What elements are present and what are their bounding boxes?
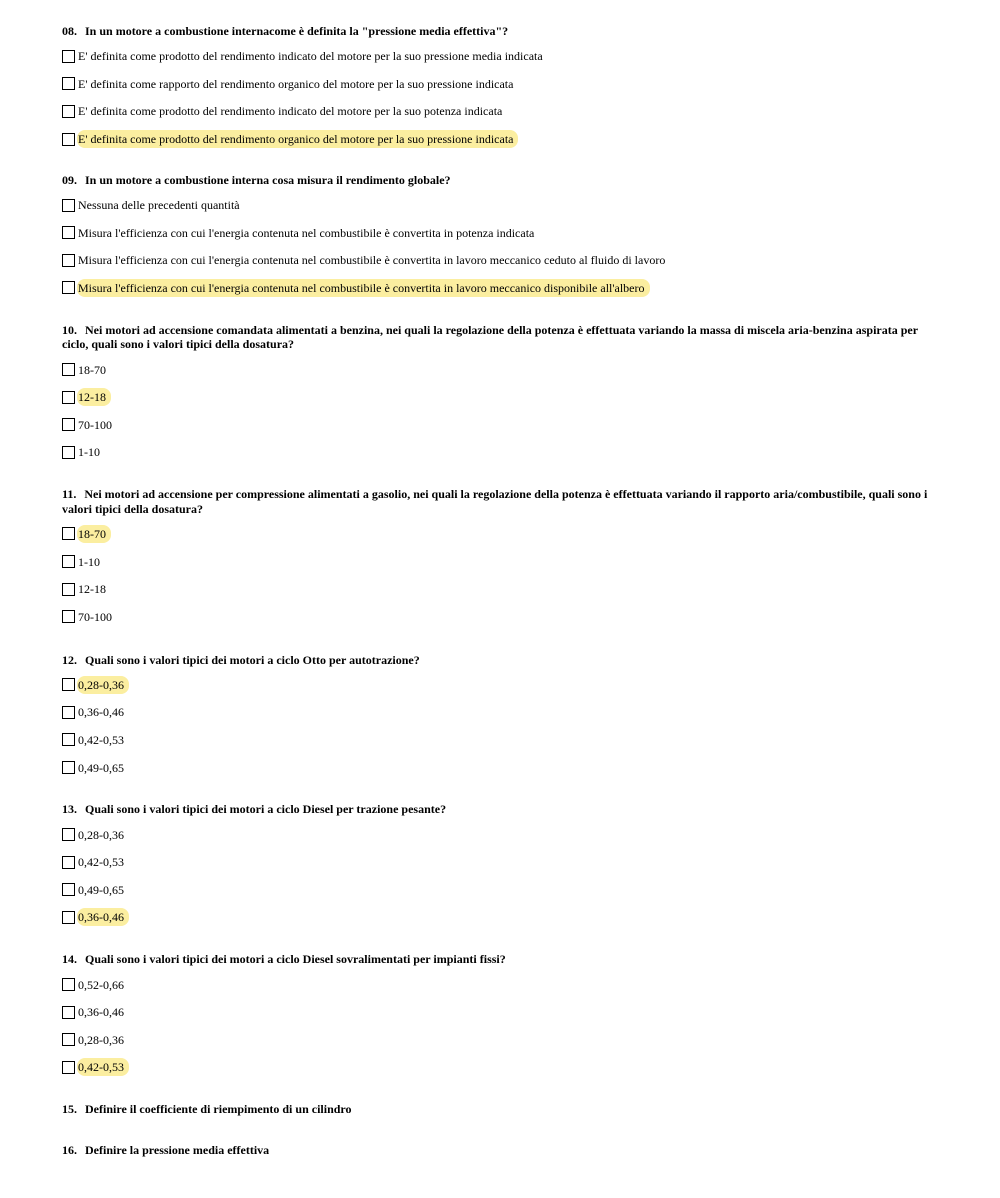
answer-checkbox[interactable] <box>62 1006 75 1019</box>
answer-option[interactable] <box>62 998 942 1026</box>
question-title <box>62 1102 942 1117</box>
answer-label: E' definita come prodotto del rendimento indicato del motore per la suo pressione media indicata <box>78 49 543 64</box>
question-number: 16. <box>62 1142 77 1157</box>
answer-label-highlighted: 12-18 <box>77 388 111 406</box>
question-text: Definire la pressione media effettiva <box>85 1142 270 1157</box>
answer-checkbox[interactable] <box>62 281 75 294</box>
answer-option[interactable] <box>62 383 942 411</box>
answer-checkbox[interactable] <box>62 610 75 623</box>
answer-checkbox[interactable] <box>62 1061 75 1074</box>
answer-label: 0,28-0,36 <box>78 827 124 842</box>
answer-checkbox[interactable] <box>62 856 75 869</box>
question-number: 08. <box>62 24 77 38</box>
question-number: 11. <box>62 487 77 502</box>
answer-label-highlighted: 0,42-0,53 <box>77 1058 129 1076</box>
answer-option[interactable] <box>62 43 942 71</box>
answer-checkbox[interactable] <box>62 761 75 774</box>
answer-label: 70-100 <box>78 609 112 624</box>
answer-checkbox[interactable] <box>62 254 75 267</box>
answer-label: 1-10 <box>78 445 100 460</box>
answer-checkbox[interactable] <box>62 50 75 63</box>
answer-checkbox[interactable] <box>62 446 75 459</box>
answer-label: 0,28-0,36 <box>78 1032 124 1047</box>
answer-label: 0,36-0,46 <box>78 1005 124 1020</box>
answer-label: 0,52-0,66 <box>78 977 124 992</box>
question-title <box>62 173 942 188</box>
answer-option[interactable] <box>62 603 942 631</box>
answer-option[interactable] <box>62 848 942 876</box>
question-12 <box>62 653 942 782</box>
answer-checkbox[interactable] <box>62 226 75 239</box>
question-8 <box>62 24 942 153</box>
answer-checkbox[interactable] <box>62 418 75 431</box>
question-15 <box>62 1102 942 1117</box>
question-10 <box>62 323 942 466</box>
question-title <box>62 952 942 967</box>
question-text: Nei motori ad accensione per compressione alimentati a gasolio, nei quali la regolazione della potenza è effettuata variando il rapporto aria/combustibile, quali sono i valori tipici della dosatura? <box>62 487 928 516</box>
question-13 <box>62 802 942 931</box>
answer-checkbox[interactable] <box>62 583 75 596</box>
question-number: 10. <box>62 322 77 337</box>
answer-option[interactable] <box>62 191 942 219</box>
answer-option[interactable] <box>62 1054 942 1082</box>
answer-option[interactable] <box>62 548 942 576</box>
question-text: Quali sono i valori tipici dei motori a ciclo Diesel per trazione pesante? <box>85 802 447 817</box>
question-text: In un motore a combustione internacome è definita la "pressione media effettiva"? <box>85 24 509 38</box>
question-14 <box>62 952 942 1081</box>
answer-checkbox[interactable] <box>62 199 75 212</box>
answer-checkbox[interactable] <box>62 105 75 118</box>
answer-label-highlighted: 0,28-0,36 <box>77 676 129 694</box>
question-number: 15. <box>62 1102 77 1117</box>
answer-label: E' definita come prodotto del rendimento indicato del motore per la suo potenza indicata <box>78 104 503 119</box>
question-number: 14. <box>62 952 77 967</box>
answer-label: 70-100 <box>78 417 112 432</box>
answer-option[interactable] <box>62 439 942 467</box>
answer-checkbox[interactable] <box>62 363 75 376</box>
answer-label-highlighted: E' definita come prodotto del rendimento organico del motore per la suo pressione indicata <box>77 130 518 148</box>
answer-checkbox[interactable] <box>62 555 75 568</box>
question-title <box>62 1143 942 1158</box>
answer-option[interactable] <box>62 754 942 782</box>
answer-option[interactable] <box>62 575 942 603</box>
answer-option[interactable] <box>62 971 942 999</box>
answer-checkbox[interactable] <box>62 527 75 540</box>
answer-label: 0,49-0,65 <box>78 882 124 897</box>
answer-option[interactable] <box>62 219 942 247</box>
question-number: 13. <box>62 802 77 817</box>
answer-label: E' definita come rapporto del rendimento organico del motore per la suo pressione indicata <box>78 76 514 91</box>
answer-checkbox[interactable] <box>62 678 75 691</box>
answer-option[interactable] <box>62 671 942 699</box>
answer-checkbox[interactable] <box>62 978 75 991</box>
answer-label: Misura l'efficienza con cui l'energia contenuta nel combustibile è convertita in potenza indicata <box>78 225 535 240</box>
question-text: Nei motori ad accensione comandata alimentati a benzina, nei quali la regolazione della potenza è effettuata variando la massa di miscela aria-benzina aspirata per ciclo, quali sono i valori tipici della dosatura? <box>62 322 918 352</box>
answer-option[interactable] <box>62 904 942 932</box>
question-number: 09. <box>62 172 77 187</box>
answer-option[interactable] <box>62 411 942 439</box>
answer-label: 12-18 <box>78 582 106 597</box>
answer-option[interactable] <box>62 726 942 754</box>
answer-checkbox[interactable] <box>62 133 75 146</box>
question-text: Definire il coefficiente di riempimento di un cilindro <box>85 1102 352 1117</box>
question-text: In un motore a combustione interna cosa misura il rendimento globale? <box>85 172 451 187</box>
answer-option[interactable] <box>62 699 942 727</box>
question-title <box>62 487 942 516</box>
answer-label: 18-70 <box>78 362 106 377</box>
answer-option[interactable] <box>62 520 942 548</box>
answer-checkbox[interactable] <box>62 391 75 404</box>
answer-checkbox[interactable] <box>62 1033 75 1046</box>
quiz-document <box>62 24 942 1157</box>
answer-option[interactable] <box>62 70 942 98</box>
question-number: 12. <box>62 652 77 667</box>
answer-option[interactable] <box>62 821 942 849</box>
answer-label: 0,49-0,65 <box>78 760 124 775</box>
question-text: Quali sono i valori tipici dei motori a ciclo Diesel sovralimentati per impianti fissi? <box>85 952 506 967</box>
answer-option[interactable] <box>62 98 942 126</box>
answer-checkbox[interactable] <box>62 77 75 90</box>
answer-label-highlighted: Misura l'efficienza con cui l'energia contenuta nel combustibile è convertita in lavoro meccanico disponibile all'albero <box>77 279 650 297</box>
question-9 <box>62 173 942 302</box>
answer-option[interactable] <box>62 247 942 275</box>
answer-label: 0,36-0,46 <box>78 705 124 720</box>
answer-label: Misura l'efficienza con cui l'energia contenuta nel combustibile è convertita in lavoro meccanico ceduto al fluido di lavoro <box>78 253 666 268</box>
answer-label-highlighted: 18-70 <box>77 525 111 543</box>
answer-label-highlighted: 0,36-0,46 <box>77 908 129 926</box>
answer-checkbox[interactable] <box>62 911 75 924</box>
question-title <box>62 24 942 39</box>
answer-option[interactable] <box>62 876 942 904</box>
answer-checkbox[interactable] <box>62 706 75 719</box>
question-title <box>62 802 942 817</box>
question-title <box>62 653 942 668</box>
answer-option[interactable] <box>62 1026 942 1054</box>
question-title <box>62 323 942 352</box>
answer-option[interactable] <box>62 356 942 384</box>
answer-checkbox[interactable] <box>62 828 75 841</box>
answer-checkbox[interactable] <box>62 733 75 746</box>
question-11 <box>62 487 942 630</box>
answer-label: 0,42-0,53 <box>78 732 124 747</box>
answer-label: 1-10 <box>78 554 100 569</box>
question-text: Quali sono i valori tipici dei motori a ciclo Otto per autotrazione? <box>85 652 420 667</box>
answer-label: 0,42-0,53 <box>78 855 124 870</box>
answer-checkbox[interactable] <box>62 883 75 896</box>
answer-label: Nessuna delle precedenti quantità <box>78 198 240 213</box>
answer-option[interactable] <box>62 125 942 153</box>
question-16 <box>62 1143 942 1158</box>
answer-option[interactable] <box>62 274 942 302</box>
